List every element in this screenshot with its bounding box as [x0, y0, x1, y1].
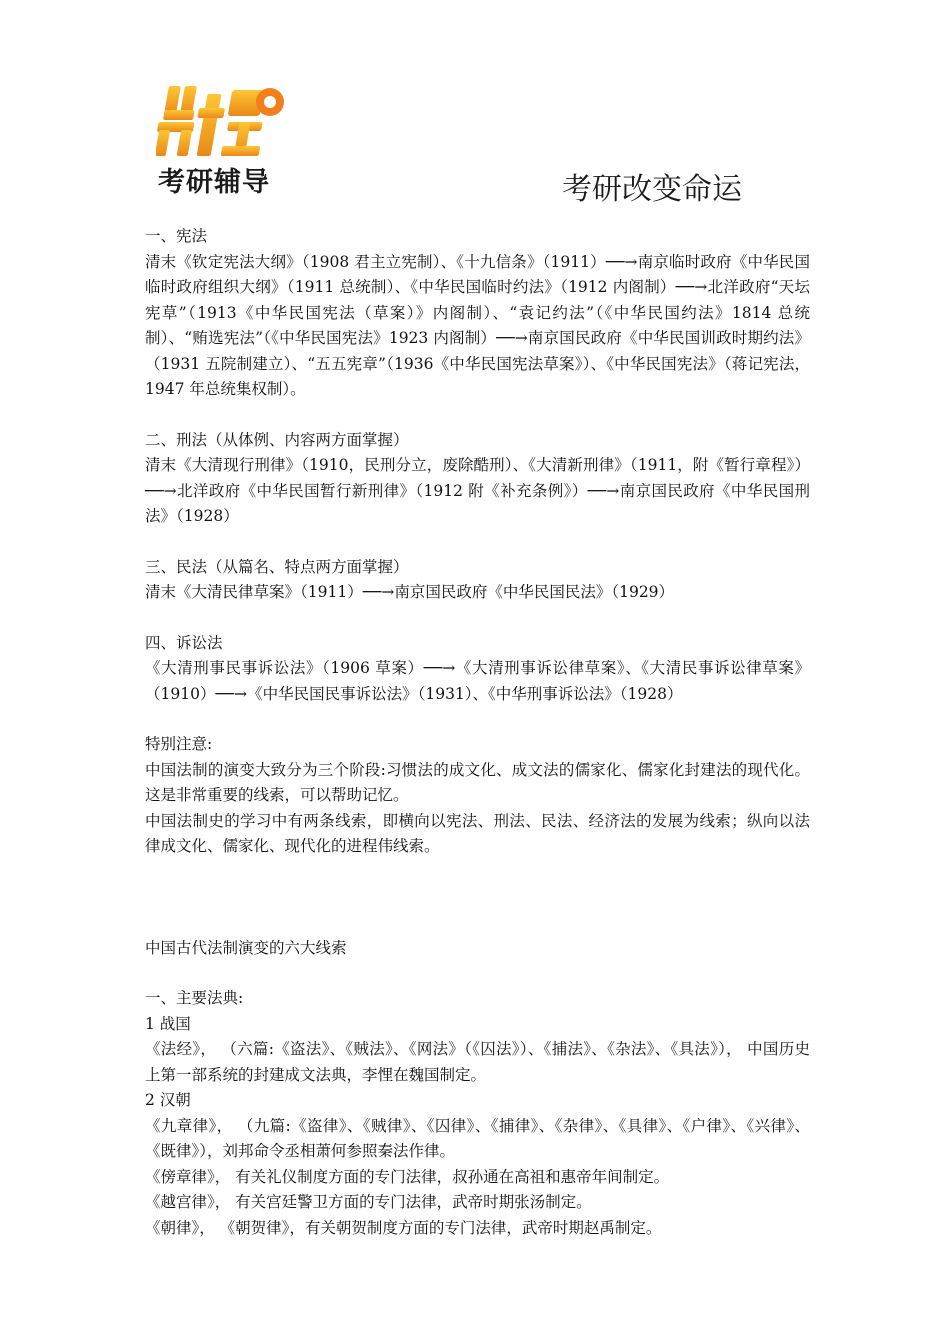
section-body: 清末《大清现行刑律》（1910，民刑分立，废除酷刑）、《大清新刑律》（1911，附《暂行章程》）──→北洋政府《中华民国暂行新刑律》（1912 附《补充条例》）──→南京国民政府《中华民国刑法》（1928）: [145, 456, 810, 525]
era-heading: 2 汉朝: [145, 1091, 191, 1109]
law-line: 《傍章律》， 有关礼仪制度方面的专门法律，叔孙通在高祖和惠帝年间制定。: [145, 1167, 670, 1186]
notice-title: 特别注意:: [145, 735, 213, 753]
brand-logo: [152, 78, 302, 198]
era-text: 《九章律》， （九篇:《盗律》、《贼律》、《囚律》、《捕律》、《杂律》、《具律》、《户律》、《兴律》、《既律》），刘邦命令丞相萧何参照秦法作律。: [145, 1116, 810, 1160]
era-heading: 1 战国: [145, 1014, 191, 1033]
part-subtitle: 一、主要法典:: [145, 989, 244, 1007]
section-body: 清末《大清民律草案》（1911）──→南京国民政府《中华民国民法》（1929）: [145, 583, 675, 601]
notice-paragraph: 中国法制史的学习中有两条线索，即横向以宪法、刑法、民法、经济法的发展为线索；纵向以法律成文化、儒家化、现代化的进程伟线索。: [145, 811, 810, 855]
document-body: [145, 224, 810, 1241]
era-text: 《法经》， （六篇:《盗法》、《贼法》、《网法》（《囚法》）、《捕法》、《杂法》、《具法》）， 中国历史上第一部系统的封建成文法典，李悝在魏国制定。: [145, 1040, 810, 1084]
notice-paragraph: 中国法制的演变大致分为三个阶段:习惯法的成文化、成文法的儒家化、儒家化封建法的现代化。这是非常重要的线索，可以帮助记忆。: [145, 760, 810, 804]
section-title: 三、民法（从篇名、特点两方面掌握）: [145, 557, 409, 576]
section-title: 二、刑法（从体例、内容两方面掌握）: [145, 430, 409, 449]
section-body: 清末《钦定宪法大纲》（1908 君主立宪制）、《十九信条》（1911）──→南京临时政府《中华民国临时政府组织大纲》（1911 总统制）、《中华民国临时约法》（1912 内阁制）──→北洋政府“天坛宪草”（1913《中华民国宪法（草案）》内阁制）、“袁记约法”（《中华民国约法》1814 总统制）、“贿选宪法”（《中华民国宪法》1923 内阁制）──→南京国民政府《中华民国训政时期约法》（1931 五院制建立）、“五五宪章”（1936《中华民国宪法草案》）、《中华民国宪法》（蒋记宪法，1947 年总统集权制）。: [145, 252, 810, 398]
logo-mark: [156, 80, 298, 160]
logo-subtitle: 考研辅导: [158, 167, 270, 198]
section-body: 《大清刑事民事诉讼法》（1906 草案）──→《大清刑事诉讼律草案》、《大清民事诉讼律草案》（1910）──→《中华民国民事诉讼法》（1931）、《中华刑事诉讼法》（1928）: [145, 659, 810, 703]
section-title: 四、诉讼法: [145, 633, 223, 652]
section-title: 一、宪法: [145, 227, 208, 245]
law-line: 《越宫律》， 有关宫廷警卫方面的专门法律，武帝时期张汤制定。: [145, 1193, 592, 1211]
law-line: 《朝律》， 《朝贺律》，有关朝贺制度方面的专门法律，武帝时期赵禹制定。: [145, 1218, 662, 1237]
slogan: 考研改变命运: [562, 172, 742, 207]
part-title: 中国古代法制演变的六大线索: [145, 938, 347, 957]
